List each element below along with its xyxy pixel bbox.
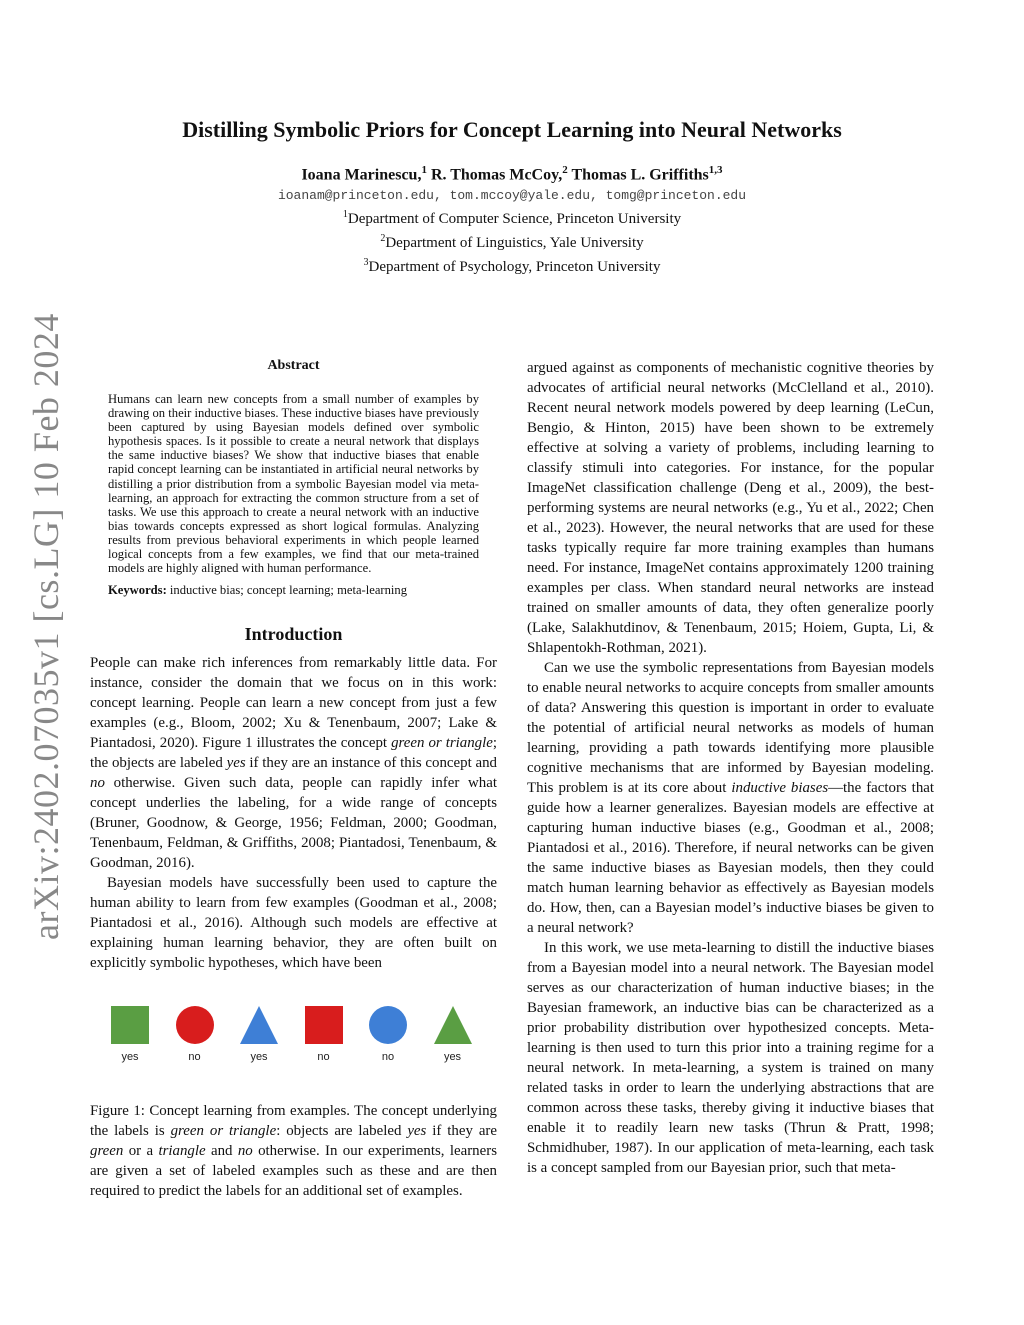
author-name: Ioana Marinescu,: [301, 166, 422, 184]
affiliation-marker: 3: [363, 257, 369, 269]
example-label: yes: [443, 1051, 462, 1064]
shape-mark: [434, 1006, 472, 1044]
author-affiliation-marker: 2: [562, 164, 568, 176]
square-icon: [304, 1005, 344, 1045]
affiliation-marker: 1: [342, 209, 348, 221]
shape-mark: [305, 1006, 343, 1044]
example-label: yes: [121, 1051, 139, 1064]
author-emails: ioanam@princeton.edu, tom.mccoy@yale.edu, tomg@princeton.edu: [277, 188, 747, 204]
paper-title: Distilling Symbolic Priors for Concept Learning into Neural Networks: [182, 117, 842, 142]
introduction-heading: Introduction: [244, 624, 343, 645]
shape-mark: [240, 1006, 278, 1044]
example-label: yes: [250, 1051, 268, 1064]
affiliation-text: Department of Computer Science, Princeton University: [347, 211, 682, 228]
intro-paragraph-1: People can make rich inferences from remarkably little data. For instance, consider the domain that we focus on in this work: concept learning. People can learn a new concept from just a few examples (e.g., Bloom, 2002; Xu & Tenenbaum, 2007; Lake & Piantadosi, 2020). Figure 1 illustrates the concept green or triangle; the objects are labeled yes if they are an instance of this concept and no otherwise. Given such data, people can rapidly infer what concept underlies the labeling, for a wide range of concepts (Bruner, Goodnow, & George, 1956; Feldman, 2000; Goodman, Tenenbaum, Feldman, & Griffiths, 2008; Piantadosi, Tenenbaum, & Goodman, 2016).: [90, 655, 497, 872]
author-affiliation-marker: 1: [421, 164, 427, 176]
affiliation: [90, 229, 934, 253]
figure-example-triangle: [229, 1005, 289, 1063]
shape-mark: [176, 1006, 214, 1044]
author-name: R. Thomas McCoy,: [430, 166, 563, 184]
figure-example-square: [294, 1005, 354, 1063]
example-label: no: [317, 1051, 330, 1064]
author-list: [90, 160, 934, 185]
author-affiliation-marker: 1,3: [708, 164, 723, 176]
abstract-text: Humans can learn new concepts from a small number of examples by drawing on their inductive biases. These inductive biases have previously been captured by using Bayesian models defined over symbolic hypothesis spaces. Is it possible to create a neural network that displays the same inductive biases? We show that inductive biases that enable rapid concept learning can be instantiated in artificial neural networks by distilling a prior distribution from a symbolic Bayesian model via meta-learning, an approach for extracting the common structure from a set of tasks. We use this approach to create a neural network with an inductive bias towards concepts expressed as short logical formulas. Analyzing results from previous behavioral experiments in which people learned logical concepts from a few examples, we find that our meta-trained models are highly aligned with human performance.: [108, 392, 479, 576]
arxiv-identifier: arXiv:2402.07035v1 [cs.LG] 10 Feb 2024: [26, 313, 66, 940]
triangle-icon: [239, 1005, 279, 1045]
figure-example-square: [100, 1005, 160, 1063]
paragraph: Can we use the symbolic representations from Bayesian models to enable neural networks to acquire concepts from smaller amounts of data? Answering this question is important in order to evaluate the potential of artificial neural networks as models of human learning, providing a path towards identifying more plausible cognitive mechanisms that are informed by Bayesian modeling. This problem is at its core about inductive biases—the factors that guide how a learner generalizes. Bayesian models are effective at capturing human inductive biases (e.g., Goodman et al., 2008; Piantadosi et al., 2016). Therefore, if neural networks can be given the same inductive biases as Bayesian models, then they could match human learning behavior as effectively as Bayesian models do. How, then, can a Bayesian model’s inductive biases be given to a neural network?: [527, 660, 935, 936]
shape-mark: [369, 1006, 407, 1044]
paragraph: argued against as components of mechanistic cognitive theories by advocates of artificial neural networks (McClelland et al., 2010). Recent neural network models powered by deep learning (LeCun, Bengio, & Hinton, 2015) have been shown to be extremely effective at solving a variety of problems, including learning to classify stimuli into categories. For instance, for the popular ImageNet classification challenge (Deng et al., 2009), the best-performing systems are neural networks (e.g., Yu et al., 2022; Chen et al., 2023). However, the neural networks that are used for these tasks typically require far more training examples than humans need. For instance, ImageNet contains approximately 1200 training examples per class. When standard neural networks are instead trained on smaller amounts of data, they often generalize poorly (Lake, Salakhutdinov, & Tenenbaum, 2015; Hoiem, Gupta, Li, & Shlapentokh-Rothman, 2021).: [527, 360, 934, 656]
right-column: [527, 358, 934, 1178]
shape-mark: [111, 1006, 149, 1044]
affiliation-text: Department of Psychology, Princeton University: [368, 259, 661, 276]
circle-icon: [368, 1005, 408, 1045]
keywords-list: inductive bias; concept learning; meta-learning: [169, 583, 408, 598]
title-block: [90, 116, 934, 277]
intro-paragraph-2: Bayesian models have successfully been used to capture the human ability to learn from few examples (Goodman et al., 2008; Piantadosi et al., 2016). Although such models are effective at explaining human learning behavior, they are often built on explicitly symbolic hypotheses, which have been: [90, 875, 497, 972]
square-icon: [110, 1005, 150, 1045]
triangle-icon: [433, 1005, 473, 1045]
figure-example-circle: [165, 1005, 225, 1063]
example-label: no: [188, 1051, 201, 1064]
keywords: [108, 583, 479, 598]
paragraph: In this work, we use meta-learning to distill the inductive biases from a Bayesian model into a neural network. The Bayesian model serves as our characterization of human inductive biases; in the Bayesian framework, an inductive bias can be characterized as a prior probability distribution over hypothesized concepts. Meta-learning is then used to turn this prior into a training regime for a neural network. In meta-learning, a system is trained on many related tasks in order to learn the underlying abstractions that are common across these tasks, thereby giving it inductive biases that enable it to readily learn new tasks (Thrun & Pratt, 1998; Schmidhuber, 1987). In our application of meta-learning, each task is a concept sampled from our Bayesian prior, such that meta-: [527, 940, 934, 1176]
figure-example-circle: [358, 1005, 418, 1063]
figure-example-triangle: [423, 1005, 483, 1063]
example-label: no: [381, 1051, 395, 1064]
figure-1-caption: Figure 1: Concept learning from examples. The concept underlying the labels is green or triangle: objects are labeled yes if they are green or a triangle and no otherwise. In our experiments, learners are given a set of labeled examples such as these and are then required to predict the labels for an additional set of examples.: [90, 1103, 497, 1200]
affiliation-marker: 2: [380, 233, 386, 245]
keywords-label: Keywords:: [108, 583, 167, 598]
figure-1: [90, 1005, 497, 1075]
circle-icon: [175, 1005, 215, 1045]
affiliation: [90, 253, 934, 277]
left-column: [90, 358, 497, 1216]
abstract-heading: Abstract: [267, 358, 320, 373]
affiliation-text: Department of Linguistics, Yale University: [385, 235, 644, 252]
author-name: Thomas L. Griffiths: [571, 166, 709, 184]
affiliation: [90, 205, 934, 229]
